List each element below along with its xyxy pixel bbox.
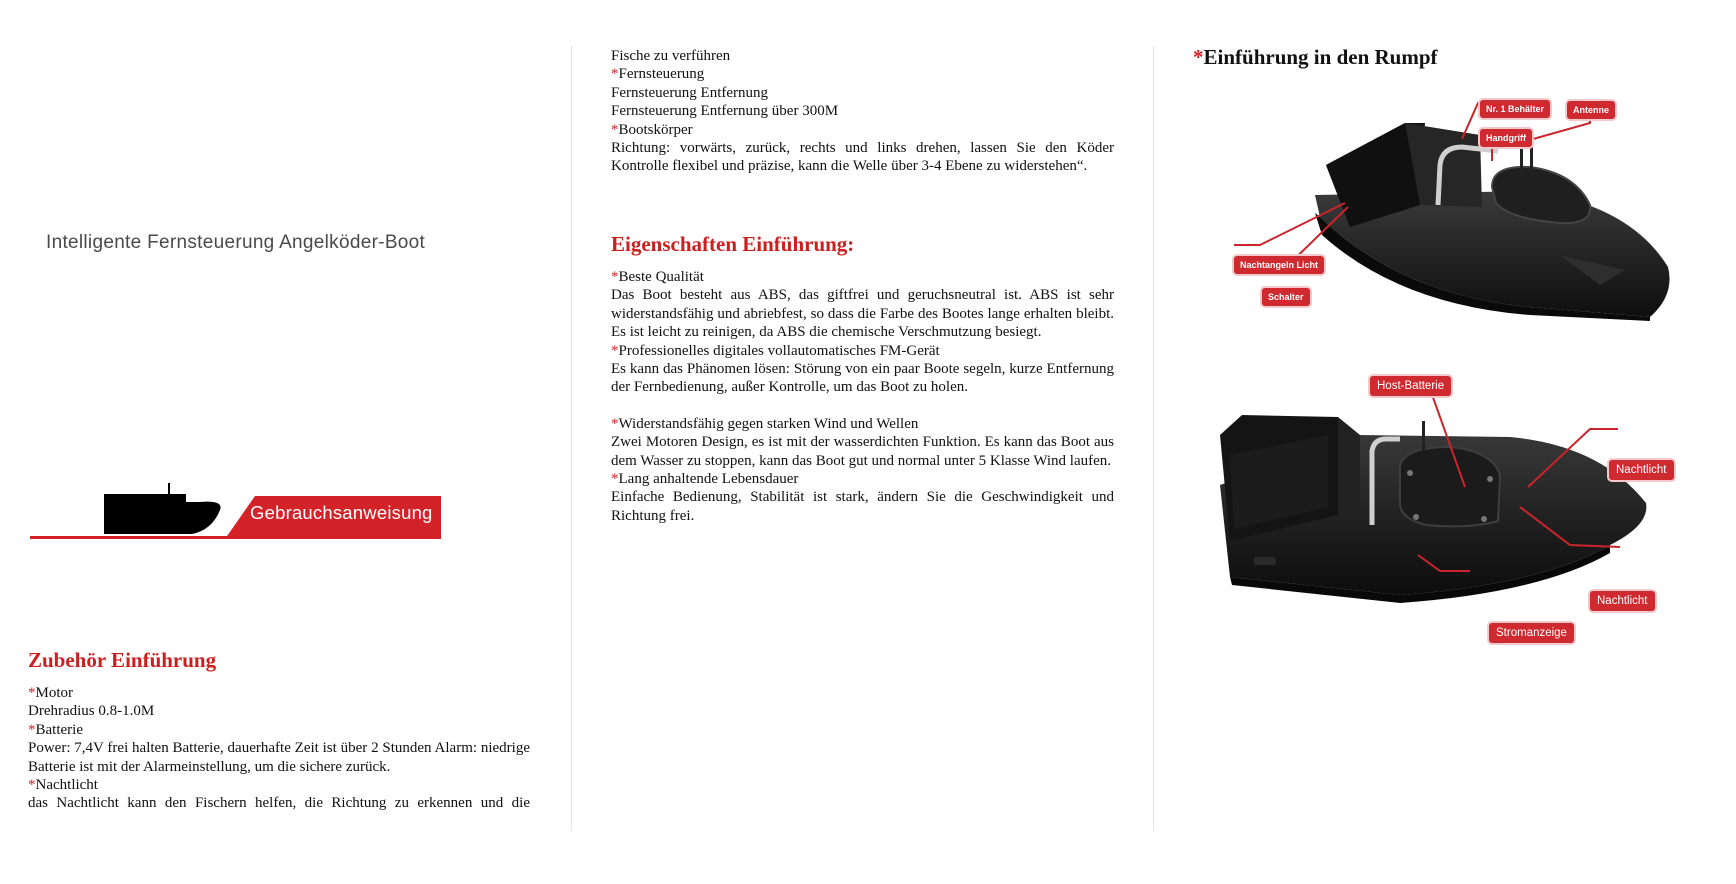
spacer xyxy=(611,397,1114,415)
accessories-heading: Zubehör Einführung xyxy=(28,648,217,672)
manual-banner xyxy=(30,480,441,540)
accessory-title-nightlight: *Nachtlicht xyxy=(28,777,98,794)
item-line-remote-1: Fernsteuerung Entfernung xyxy=(611,84,769,101)
accessory-body-battery: Power: 7,4V frei halten Batterie, dauerhafte Zeit ist über 2 Stunden Alarm: niedrige Batterie ist mit der Alarmeinstellung, um die sichere zurück. xyxy=(28,740,530,775)
callout-container: Nr. 1 Behälter xyxy=(1480,100,1550,118)
feature-body-fm: Es kann das Phänomen lösen: Störung von ein paar Boote segeln, kurze Entfernung der Fernbedienung, außer Kontrolle, um das Boot zu holen. xyxy=(611,361,1114,396)
accessory-body-nightlight: das Nachtlicht kann den Fischern helfen, die Richtung zu erkennen und die xyxy=(28,795,530,812)
callout-handle: Handgriff xyxy=(1480,129,1532,147)
hull-intro-heading: *Einführung in den Rumpf xyxy=(1193,45,1438,69)
feature-title-quality: *Beste Qualität xyxy=(611,269,704,285)
continuation-line: Fische zu verführen xyxy=(611,48,731,64)
callout-switch: Schalter xyxy=(1262,288,1310,306)
callout-host-battery: Host-Batterie xyxy=(1370,376,1451,396)
product-subtitle: Intelligente Fernsteuerung Angelköder-Boot xyxy=(46,232,426,253)
column2-top-text xyxy=(611,47,1114,176)
features-list xyxy=(611,268,1114,525)
accessory-title-battery: *Batterie xyxy=(28,721,83,738)
feature-title-wind: *Widerstandsfähig gegen starken Wind und Wellen xyxy=(611,415,919,432)
item-title-remote: *Fernsteuerung xyxy=(611,66,705,83)
feature-title-fm: *Professionelles digitales vollautomatisches FM-Gerät xyxy=(611,342,940,359)
item-line-remote-2: Fernsteuerung Entfernung über 300M xyxy=(611,103,839,120)
accessory-body-motor: Drehradius 0.8-1.0M xyxy=(28,703,155,720)
column-divider-left xyxy=(571,46,572,831)
accessories-list xyxy=(28,684,530,813)
ship-silhouette-icon xyxy=(74,480,224,538)
banner-label: Gebrauchsanweisung xyxy=(250,502,433,523)
item-line-hull-1: Richtung: vorwärts, zurück, rechts und links drehen, lassen Sie den Köder Kontrolle flexibel und präzise, kann die Welle über 3-4 Ebene zu widerstehen“. xyxy=(611,140,1114,175)
feature-body-lifetime: Einfache Bedienung, Stabilität ist stark, ändern Sie die Geschwindigkeit und Richtung frei. xyxy=(611,489,1114,524)
feature-body-wind: Zwei Motoren Design, es ist mit der wasserdichten Funktion. Es kann das Boot aus dem Wasser zu stoppen, kann das Boot gut und normal unter 5 Klasse Wind laufen. xyxy=(611,434,1114,469)
callout-night-light-bottom: Nachtlicht xyxy=(1590,591,1655,611)
accessory-title-motor: *Motor xyxy=(28,685,73,701)
callout-night-light-right: Nachtlicht xyxy=(1609,460,1674,480)
callout-antenna: Antenne xyxy=(1567,101,1615,119)
feature-body-quality: Das Boot besteht aus ABS, das giftfrei und geruchsneutral ist. ABS ist sehr widerstandsfähig und abriebfest, so dass die Farbe des Bootes lange erhalten bleibt. Es ist leicht zu reinigen, da ABS die chemische Verschmutzung besiegt. xyxy=(611,287,1114,341)
item-title-hull: *Bootskörper xyxy=(611,121,693,138)
feature-title-lifetime: *Lang anhaltende Lebensdauer xyxy=(611,471,799,488)
column-divider-right xyxy=(1153,46,1154,831)
bait-boat-bottom-image xyxy=(1210,395,1650,615)
callout-night-fishing-light: Nachtangeln Licht xyxy=(1234,256,1324,274)
callout-power-indicator: Stromanzeige xyxy=(1489,623,1574,643)
features-heading: Eigenschaften Einführung: xyxy=(611,232,855,256)
